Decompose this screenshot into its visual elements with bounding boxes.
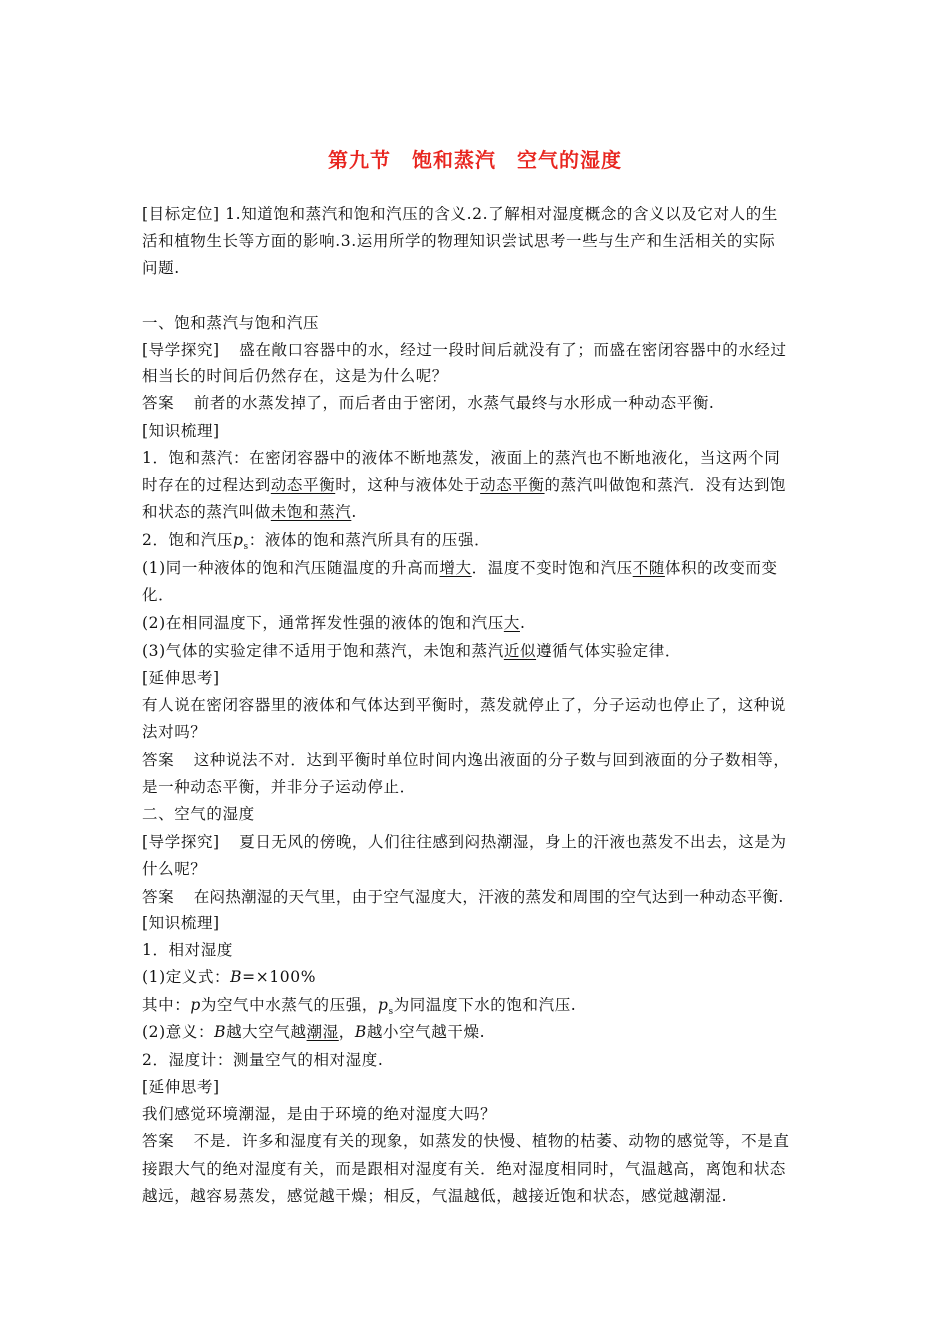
s1-k2-3-line [142,641,681,661]
text-segment: . [351,503,357,521]
s2-extend-q: 我们感觉环境潮湿，是由于环境的绝对湿度大吗？ [142,1105,497,1123]
text-segment: 越大空气越 [226,1023,307,1041]
s1-k2-1-line-2: 化． [142,586,175,604]
s2-guide-q-line-1 [142,832,787,852]
text-segment: (2)在相同温度下，通常挥发性强的液体的饱和汽压 [142,614,504,632]
s2-k1-heading: 1．相对湿度 [142,941,233,959]
fill-blank-answer: 大 [503,614,520,632]
objective-line-3: 问题. [142,259,180,277]
s2-extend-label: [延伸思考] [142,1078,220,1096]
page-title: 第九节 饱和蒸汽 空气的湿度 [328,148,622,172]
guide-label: [导学探究] [142,341,220,359]
text-segment: (1)定义式： [142,968,231,986]
math-symbol: B [230,968,243,986]
text-segment: 其中： [142,996,191,1014]
math-symbol: B [354,1023,367,1041]
text-segment: 越小空气越干燥. [366,1023,486,1041]
s1-extend-answer-line-2: 是一种动态平衡，并非分子运动停止． [142,778,416,796]
s1-guide-q-line-1 [142,340,787,360]
objective-line-1: [目标定位] 1.知道饱和蒸汽和饱和汽压的含义.2.了解相对湿度概念的含义以及它对人的生 [142,205,778,223]
fill-blank-answer: 潮湿 [306,1023,339,1041]
s2-k1-meaning [142,1022,485,1042]
text-segment: (3)气体的实验定律不适用于饱和蒸汽，未饱和蒸汽 [142,642,504,660]
s1-extend-label: [延伸思考] [142,669,220,687]
s2-guide-q-line-2: 什么呢？ [142,860,207,878]
answer-label: 答案 [142,751,175,769]
s2-extend-answer-line-3: 越远，越容易蒸发，感觉越干燥；相反，气温越低，越接近饱和状态，感觉越潮湿. [142,1187,728,1205]
text-segment: ．温度不变时饱和汽压 [471,559,633,577]
text-segment: (2)意义： [142,1023,215,1041]
answer-label: 答案 [142,888,175,906]
section2-heading: 二、空气的湿度 [142,805,255,823]
text-segment: 体积的改变而变 [664,559,778,577]
answer-label: 答案 [142,1132,175,1150]
objective-line-2: 活和植物生长等方面的影响.3.运用所学的物理知识尝试思考一些与生产和生活相关的实际 [142,232,776,250]
guide-label: [导学探究] [142,833,220,851]
s2-k2-line: 2．湿度计：测量空气的相对湿度. [142,1051,384,1069]
text-segment: 和状态的蒸汽叫做 [142,503,271,521]
s1-knowledge-label: [知识梳理] [142,422,220,440]
fill-blank-answer: 不随 [632,559,665,577]
s1-k2-1-line-1 [142,558,778,578]
math-subscript: s [243,542,249,553]
text-segment: 时，这种与液体处于 [335,476,481,494]
text-segment: 为同温度下水的饱和汽压. [393,996,577,1014]
answer-text: 这种说法不对．达到平衡时单位时间内逸出液面的分子数与回到液面的分子数相等， [193,751,790,769]
text-segment: . [519,614,526,632]
answer-text: 在闷热潮湿的天气里，由于空气湿度大，汗液的蒸发和周围的空气达到一种动态平衡. [193,888,784,906]
s1-extend-q-line-1: 有人说在密闭容器里的液体和气体达到平衡时，蒸发就停止了，分子运动也停止了，这种说 [142,696,787,714]
s1-k1-line-2 [142,475,786,495]
s1-k2-2-line [142,613,526,633]
s2-extend-answer-line-2: 接跟大气的绝对湿度有关，而是跟相对湿度有关．绝对湿度相同时，气温越高，离饱和状态 [142,1160,787,1178]
math-subscript: s [388,1007,394,1018]
text-segment: 的蒸汽叫做饱和蒸汽．没有达到饱 [544,476,787,494]
fill-blank-answer: 动态平衡 [480,476,545,494]
math-symbol: p [377,996,389,1014]
text-segment: (1)同一种液体的饱和汽压随温度的升高而 [142,559,440,577]
s2-knowledge-label: [知识梳理] [142,914,220,932]
text-segment: 为空气中水蒸气的压强， [200,996,378,1014]
s1-k1-line-1: 1．饱和蒸汽：在密闭容器中的液体不断地蒸发，液面上的蒸汽也不断地液化，当这两个同 [142,449,781,467]
text-segment: ， [338,1023,355,1041]
guide-question: 夏日无风的傍晚，人们往往感到闷热潮湿，身上的汗液也蒸发不出去，这是为 [239,833,787,851]
s1-extend-answer-line-1 [142,750,789,770]
text-segment: 时存在的过程达到 [142,476,271,494]
fill-blank-answer: 动态平衡 [270,476,336,494]
s2-k1-definition [142,967,316,987]
s1-guide-q-line-2: 相当长的时间后仍然存在，这是为什么呢？ [142,367,448,385]
fill-blank-answer: 增大 [439,559,472,577]
math-symbol: p [190,996,201,1014]
text-segment: ：液体的饱和蒸汽所具有的压强． [248,531,491,549]
math-symbol: p [232,531,244,549]
guide-question: 盛在敞口容器中的水，经过一段时间后就没有了；而盛在密闭容器中的水经过 [239,341,787,359]
fill-blank-answer: 近似 [503,642,537,660]
s1-k2-line [142,530,490,557]
text-segment: 遵循气体实验定律． [536,642,681,660]
s2-extend-answer-line-1 [142,1131,789,1151]
section1-heading: 一、饱和蒸汽与饱和汽压 [142,314,320,332]
answer-text: 前者的水蒸发掉了，而后者由于密闭，水蒸气最终与水形成一种动态平衡. [193,394,715,412]
text-segment: 2．饱和汽压 [142,531,233,549]
s1-k1-line-3 [142,502,357,522]
answer-label: 答案 [142,394,175,412]
math-symbol: B [214,1023,227,1041]
answer-text: 不是．许多和湿度有关的现象，如蒸发的快慢、植物的枯萎、动物的感觉等，不是直 [193,1132,790,1150]
text-segment: =×100% [242,968,317,986]
s2-k1-where [142,995,576,1022]
s1-extend-q-line-2: 法对吗？ [142,723,207,741]
fill-blank-answer: 未饱和蒸汽 [270,503,352,521]
s1-answer [142,393,714,413]
s2-answer [142,887,784,907]
